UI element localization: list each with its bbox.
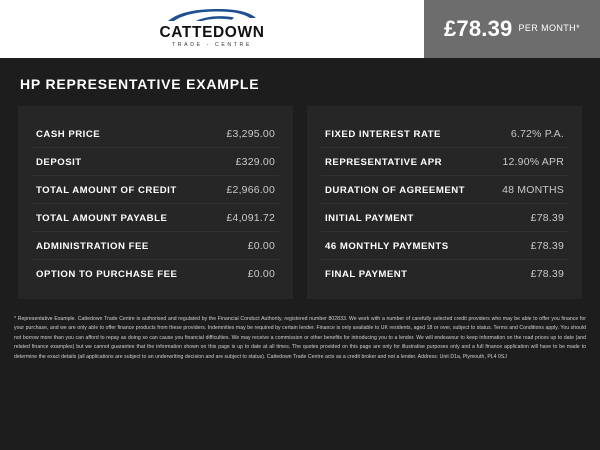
table-row bbox=[32, 204, 279, 232]
row-label: CASH PRICE bbox=[36, 128, 101, 140]
brand-logo bbox=[160, 9, 265, 48]
row-label: TOTAL AMOUNT OF CREDIT bbox=[36, 184, 177, 196]
row-value: £329.00 bbox=[235, 155, 275, 168]
table-row bbox=[32, 176, 279, 204]
row-value: £78.39 bbox=[530, 211, 564, 224]
row-label: 46 MONTHLY PAYMENTS bbox=[325, 240, 449, 252]
row-value: £0.00 bbox=[247, 267, 275, 280]
row-value: £0.00 bbox=[247, 239, 275, 252]
price-amount: £78.39 bbox=[443, 16, 513, 41]
row-label: FIXED INTEREST RATE bbox=[325, 128, 441, 140]
row-label: TOTAL AMOUNT PAYABLE bbox=[36, 212, 168, 224]
row-label: INITIAL PAYMENT bbox=[325, 212, 414, 224]
price-period: PER MONTH* bbox=[518, 23, 580, 33]
table-row bbox=[321, 232, 568, 260]
row-value: £78.39 bbox=[530, 239, 564, 252]
row-value: £2,966.00 bbox=[226, 183, 275, 196]
table-row bbox=[32, 260, 279, 287]
logo-area bbox=[0, 0, 424, 58]
table-row bbox=[32, 148, 279, 176]
details-panels bbox=[0, 102, 600, 299]
table-row bbox=[321, 148, 568, 176]
row-label: DURATION OF AGREEMENT bbox=[325, 184, 466, 196]
disclaimer-text: * Representative Example. Cattedown Trade Centre is authorised and regulated by the Financial Conduct Authority, registered number 802833. We work with a number of carefully selected credit providers who may be able to offer you finance for your purchase, and we are only able to offer finance products from these providers. Indemnities may be required by certain lender. Finance is only available to UK residents, aged 18 or over, subject to status. Terms and Conditions apply. You should not borrow more than you can afford to repay as doing so can cause you financial difficulties. We may receive a commission or other benefits for introducing you to a lender. We will endeavour to keep information on the road prices up to date (and related finance examples) but we cannot guarantee that the information shown on this page is up to date at all times. The quotes provided on this page are only for illustrative purposes only and a full finance application will have to be made to determine the exact details (all applications are subject to an underwriting decision and are subject to status). Cattedown Trade Centre acts as a credit broker and not a lender. Address: Unit D1a, Plymouth, PL4 0SJ bbox=[14, 316, 586, 360]
table-row bbox=[321, 204, 568, 232]
row-value: £78.39 bbox=[530, 267, 564, 280]
car-swoosh-icon bbox=[166, 9, 258, 22]
right-details-panel bbox=[307, 106, 582, 299]
row-value: 48 MONTHS bbox=[502, 183, 564, 196]
row-value: £4,091.72 bbox=[226, 211, 275, 224]
header bbox=[0, 0, 600, 58]
page-title: HP REPRESENTATIVE EXAMPLE bbox=[20, 76, 260, 92]
title-bar bbox=[0, 58, 600, 102]
row-label: REPRESENTATIVE APR bbox=[325, 156, 443, 168]
row-label: DEPOSIT bbox=[36, 156, 82, 168]
table-row bbox=[32, 232, 279, 260]
table-row bbox=[321, 176, 568, 204]
row-value: £3,295.00 bbox=[226, 127, 275, 140]
row-value: 6.72% P.A. bbox=[510, 127, 564, 140]
logo-subtitle: TRADE - CENTRE bbox=[172, 42, 252, 49]
row-label: FINAL PAYMENT bbox=[325, 268, 408, 280]
logo-name: CATTEDOWN bbox=[159, 24, 265, 42]
table-row bbox=[321, 260, 568, 287]
left-details-panel bbox=[18, 106, 293, 299]
row-value: 12.90% APR bbox=[502, 155, 564, 168]
row-label: ADMINISTRATION FEE bbox=[36, 240, 149, 252]
table-row bbox=[32, 120, 279, 148]
monthly-price-banner bbox=[424, 0, 600, 58]
table-row bbox=[321, 120, 568, 148]
row-label: OPTION TO PURCHASE FEE bbox=[36, 268, 178, 280]
